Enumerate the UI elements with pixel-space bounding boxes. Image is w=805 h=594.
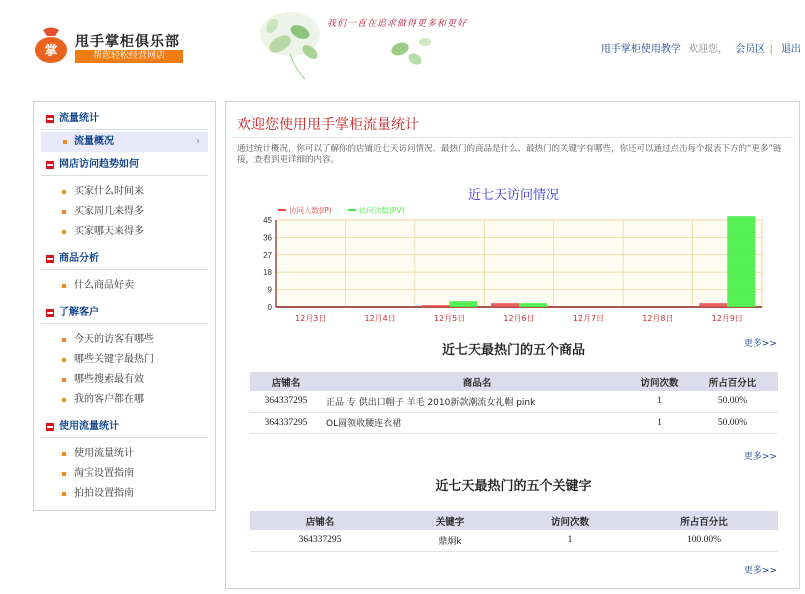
products-section-title: 近七天最热门的五个商品 bbox=[441, 343, 585, 358]
bar-ip bbox=[422, 305, 450, 307]
keywords-table bbox=[250, 511, 778, 552]
column-header: 访问次数 bbox=[510, 511, 630, 530]
main-panel bbox=[225, 101, 800, 589]
site-slogan: 帮您轻松经营网店 bbox=[75, 50, 183, 63]
member-area-link[interactable]: 会员区 bbox=[735, 44, 766, 55]
table-row bbox=[250, 412, 778, 433]
products-more-link-bottom[interactable]: 更多>> bbox=[743, 452, 777, 462]
sidebar-section-product[interactable]: 商品分析 bbox=[41, 248, 208, 270]
link-separator: | bbox=[769, 44, 773, 55]
sidebar-item-buyer-day[interactable]: 买家哪天来得多 bbox=[34, 222, 215, 242]
x-tick-label: 12月8日 bbox=[642, 314, 674, 323]
logo-char: 掌 bbox=[44, 44, 58, 59]
visits-bar-chart bbox=[252, 202, 772, 327]
plot-area bbox=[276, 220, 762, 307]
product-name-link[interactable]: 正品 专 供出口帽子 羊毛 2010新款潮流女礼帽 pink bbox=[322, 391, 632, 412]
bar-pv bbox=[519, 303, 547, 307]
chart-title: 近七天访问情况 bbox=[467, 188, 559, 203]
sidebar-item-best-products[interactable]: 什么商品好卖 bbox=[34, 276, 215, 296]
visit-count-cell: 1 bbox=[632, 412, 687, 433]
products-table bbox=[250, 372, 778, 434]
keywords-more-link[interactable]: 更多>> bbox=[743, 566, 777, 576]
tutorial-link[interactable]: 甩手掌柜使用教学 bbox=[600, 44, 681, 55]
x-tick-label: 12月7日 bbox=[572, 314, 605, 323]
table-row bbox=[250, 391, 778, 412]
y-tick-label: 18 bbox=[263, 268, 272, 278]
site-title[interactable]: 甩手掌柜俱乐部 bbox=[75, 34, 180, 50]
percent-cell: 50.00% bbox=[687, 391, 778, 412]
visit-count-cell: 1 bbox=[510, 530, 630, 551]
sidebar-item-buyer-weekday[interactable]: 买家周几来得多 bbox=[34, 202, 215, 222]
sidebar-item-traffic-overview[interactable] bbox=[41, 132, 208, 152]
sidebar-section-customers[interactable]: 了解客户 bbox=[41, 302, 208, 324]
table-header-row bbox=[250, 511, 778, 530]
x-tick-label: 12月4日 bbox=[364, 314, 396, 323]
top-links bbox=[597, 40, 801, 55]
sidebar-section-traffic[interactable]: 流量统计 bbox=[41, 108, 208, 130]
bar-pv bbox=[727, 216, 755, 307]
table-header-row bbox=[250, 372, 778, 391]
chevron-right-icon: › bbox=[196, 136, 200, 147]
title-divider bbox=[232, 137, 793, 138]
legend-label: 访问人数(IP) bbox=[289, 206, 332, 215]
products-more-link[interactable]: 更多>> bbox=[743, 339, 777, 349]
x-tick-label: 12月9日 bbox=[711, 314, 743, 323]
logo-bag-icon[interactable] bbox=[33, 26, 69, 64]
keyword-link[interactable]: 鼎炯k bbox=[390, 530, 510, 551]
sidebar-item-paipai-guide[interactable]: 拍拍设置指南 bbox=[34, 484, 215, 504]
y-tick-label: 27 bbox=[263, 250, 272, 260]
sidebar-item-buyer-time[interactable]: 买家什么时间来 bbox=[34, 182, 215, 202]
bar-ip bbox=[699, 303, 727, 307]
shop-name-cell: 364337295 bbox=[250, 412, 322, 433]
y-tick-label: 45 bbox=[263, 216, 272, 225]
y-tick-label: 36 bbox=[263, 233, 272, 243]
bar-ip bbox=[491, 303, 519, 307]
keywords-section-title: 近七天最热门的五个关键字 bbox=[435, 479, 592, 494]
x-tick-label: 12月3日 bbox=[295, 314, 327, 323]
sidebar-section-usage[interactable]: 使用流量统计 bbox=[41, 416, 208, 438]
page-title: 欢迎您使用甩手掌柜流量统计 bbox=[237, 117, 419, 133]
visit-count-cell: 1 bbox=[632, 391, 687, 412]
column-header: 关键字 bbox=[390, 511, 510, 530]
column-header: 所占百分比 bbox=[630, 511, 778, 530]
table-row bbox=[250, 530, 778, 551]
sidebar-item-use-stats[interactable]: 使用流量统计 bbox=[34, 444, 215, 464]
column-header: 所占百分比 bbox=[687, 372, 778, 391]
x-tick-label: 12月6日 bbox=[503, 314, 535, 323]
intro-text: 通过统计概况，你可以了解你的店铺近七天访问情况、最热门的商品是什么、最热门的关键字有哪些，你还可以通过点击每个报表下方的“更多”链接，查看到更详细的内容。 bbox=[237, 144, 782, 165]
y-tick-label: 9 bbox=[267, 285, 272, 295]
sidebar-item-taobao-guide[interactable]: 淘宝设置指南 bbox=[34, 464, 215, 484]
sidebar-item-hot-keywords[interactable]: 哪些关键字最热门 bbox=[34, 350, 215, 370]
column-header: 店铺名 bbox=[250, 511, 390, 530]
percent-cell: 50.00% bbox=[687, 412, 778, 433]
sidebar-item-label: 流量概况 bbox=[74, 136, 114, 147]
banner-slogan: 我们一直在追求做得更多和更好 bbox=[327, 19, 468, 29]
column-header: 店铺名 bbox=[250, 372, 322, 391]
welcome-text: 欢迎您， bbox=[688, 44, 729, 55]
shop-name-cell: 364337295 bbox=[250, 530, 390, 551]
header bbox=[0, 0, 805, 80]
column-header: 商品名 bbox=[322, 372, 632, 391]
legend-label: 访问次数(PV) bbox=[359, 206, 405, 215]
percent-cell: 100.00% bbox=[630, 530, 778, 551]
shop-name-cell: 364337295 bbox=[250, 391, 322, 412]
bar-pv bbox=[450, 301, 478, 307]
sidebar-section-trend[interactable]: 网店访问趋势如何 bbox=[41, 154, 208, 176]
sidebar bbox=[33, 101, 216, 511]
product-name-link[interactable]: OL圆领收腰连衣裙 bbox=[322, 412, 632, 433]
logout-link[interactable]: 退出 bbox=[781, 44, 801, 55]
y-tick-label: 0 bbox=[267, 303, 272, 312]
x-tick-label: 12月5日 bbox=[433, 314, 466, 323]
sidebar-item-today-visitors[interactable]: 今天的访客有哪些 bbox=[34, 330, 215, 350]
sidebar-item-effective-search[interactable]: 哪些搜索最有效 bbox=[34, 370, 215, 390]
column-header: 访问次数 bbox=[632, 372, 687, 391]
sidebar-item-customer-location[interactable]: 我的客户都在哪 bbox=[34, 390, 215, 410]
